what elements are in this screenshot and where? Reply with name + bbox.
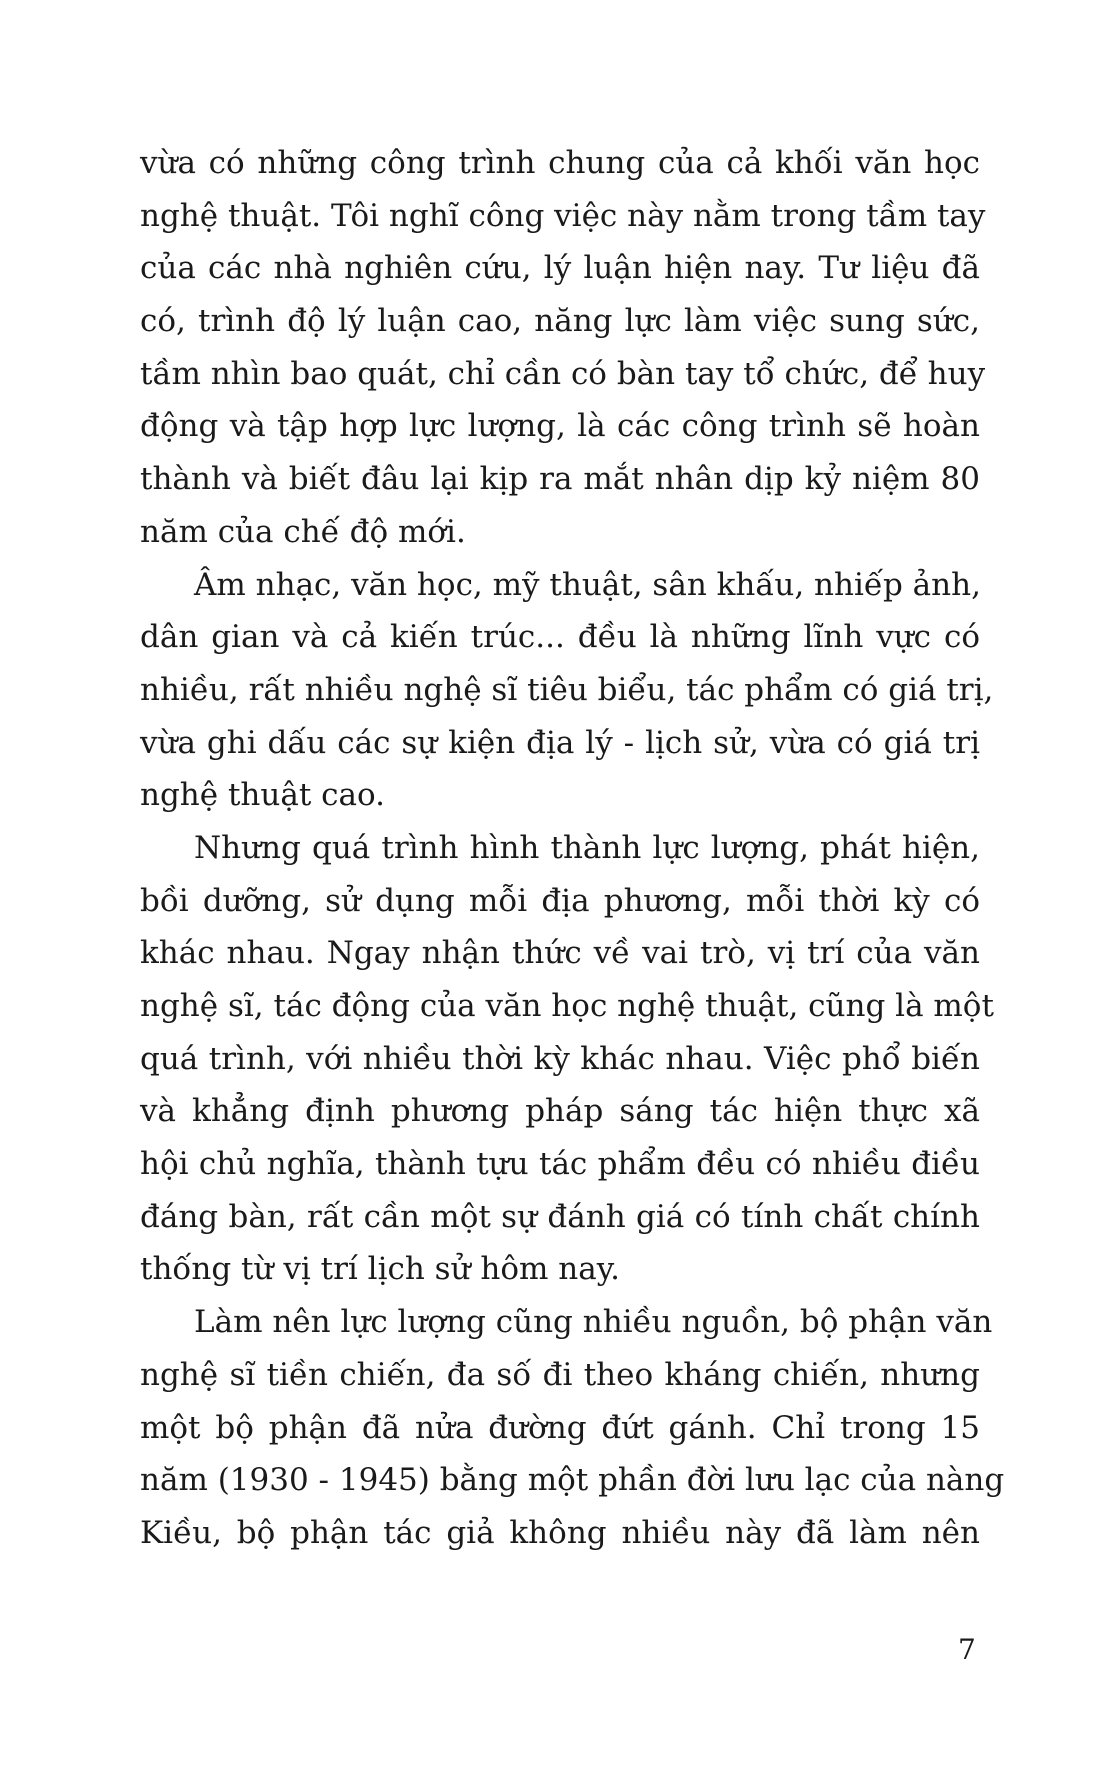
text-line: khác nhau. Ngay nhận thức về vai trò, vị trí của văn <box>140 935 980 972</box>
text-line: Âm nhạc, văn học, mỹ thuật, sân khấu, nhiếp ảnh, <box>194 566 981 603</box>
text-line: tầm nhìn bao quát, chỉ cần có bàn tay tổ chức, để huy <box>140 355 986 392</box>
page-number: 7 <box>958 1633 976 1666</box>
text-line: vừa có những công trình chung của cả khối văn học <box>140 145 980 181</box>
text-line: nghệ sĩ tiền chiến, đa số đi theo kháng chiến, nhưng <box>140 1356 980 1393</box>
text-line: của các nhà nghiên cứu, lý luận hiện nay. Tư liệu đã <box>140 250 980 287</box>
paragraph <box>140 822 994 1296</box>
text-line: nghệ thuật. Tôi nghĩ công việc này nằm trong tầm tay <box>140 197 986 234</box>
text-line: một bộ phận đã nửa đường đứt gánh. Chỉ trong 15 <box>140 1409 980 1446</box>
text-line: dân gian và cả kiến trúc... đều là những lĩnh vực có <box>140 619 980 656</box>
text-line: Làm nên lực lượng cũng nhiều nguồn, bộ phận văn <box>194 1304 993 1341</box>
text-line: Kiều, bộ phận tác giả không nhiều này đã làm nên <box>140 1514 980 1551</box>
text-line: vừa ghi dấu các sự kiện địa lý - lịch sử, vừa có giá trị <box>140 724 980 761</box>
text-line: năm của chế độ mới. <box>140 513 466 550</box>
text-line: thành và biết đâu lại kịp ra mắt nhân dịp kỷ niệm 80 <box>140 461 980 498</box>
text-line: đáng bàn, rất cần một sự đánh giá có tính chất chính <box>140 1198 980 1235</box>
body-text <box>140 137 1005 1560</box>
text-line: bồi dưỡng, sử dụng mỗi địa phương, mỗi thời kỳ có <box>140 882 980 919</box>
paragraph <box>140 1296 1005 1559</box>
paragraph <box>140 559 994 822</box>
text-line: động và tập hợp lực lượng, là các công trình sẽ hoàn <box>140 408 980 445</box>
text-line: hội chủ nghĩa, thành tựu tác phẩm đều có nhiều điều <box>140 1146 980 1183</box>
text-line: quá trình, với nhiều thời kỳ khác nhau. Việc phổ biến <box>140 1040 980 1077</box>
text-line: nhiều, rất nhiều nghệ sĩ tiêu biểu, tác phẩm có giá trị, <box>140 671 994 708</box>
text-line: và khẳng định phương pháp sáng tác hiện thực xã <box>140 1093 980 1130</box>
text-line: nghệ thuật cao. <box>140 777 385 814</box>
paragraph <box>140 137 986 559</box>
text-line: nghệ sĩ, tác động của văn học nghệ thuật, cũng là một <box>140 988 994 1024</box>
text-line: năm (1930 - 1945) bằng một phần đời lưu lạc của nàng <box>140 1462 1005 1499</box>
text-line: Nhưng quá trình hình thành lực lượng, phát hiện, <box>194 829 980 866</box>
text-line: thống từ vị trí lịch sử hôm nay. <box>140 1251 620 1288</box>
text-line: có, trình độ lý luận cao, năng lực làm việc sung sức, <box>140 303 980 340</box>
